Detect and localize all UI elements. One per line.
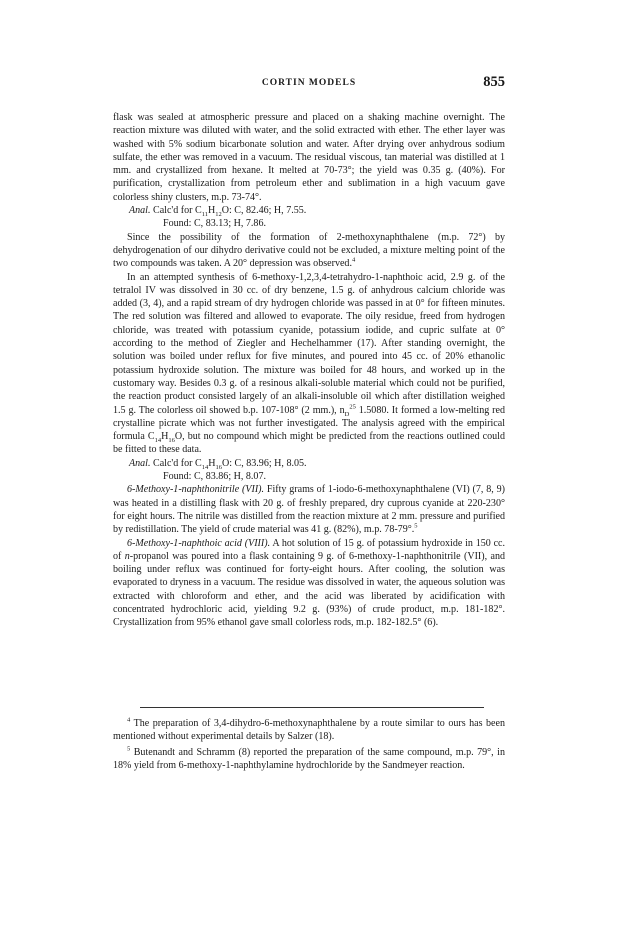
footnote-number: 4 bbox=[127, 716, 131, 724]
analysis-found: Found: C, 83.13; H, 7.86. bbox=[163, 218, 266, 230]
paragraph-text: A hot solution of 15 g. of potassium hydroxide in 150 cc. of bbox=[113, 537, 505, 562]
section-title: 6-Methoxy-1-naphthonitrile (VII). bbox=[127, 484, 265, 496]
formula-subscript: 14 bbox=[154, 437, 162, 445]
footnote-text: Butenandt and Schramm (8) reported the preparation of the same compound, m.p. 79°, in 18% yield from 6-methoxy-1-naphthylamine hydrochloride by the Sandmeyer reaction. bbox=[113, 746, 505, 771]
formula-subscript: 12 bbox=[215, 211, 222, 219]
refractive-index-subscript: D bbox=[344, 410, 350, 418]
paragraph-depression bbox=[113, 231, 505, 271]
formula-text: O: C, 82.46; H, 7.55. bbox=[221, 205, 307, 217]
formula-text: Calc'd for C bbox=[153, 457, 202, 469]
analysis-label: Anal. bbox=[129, 205, 151, 217]
footnote-marker: 4 bbox=[351, 256, 356, 264]
footnote-marker: 5 bbox=[414, 522, 418, 530]
page-header bbox=[113, 74, 505, 90]
paragraph-text: 1.5080. It formed a low-melting red crystalline picrate which was not further investigated. The analysis agreed with the empirical formula C bbox=[113, 404, 505, 443]
page-number: 855 bbox=[483, 74, 505, 90]
formula-subscript: 14 bbox=[201, 463, 209, 471]
analysis-calculated bbox=[113, 204, 505, 217]
footnote-divider bbox=[140, 707, 484, 708]
formula-text: O: C, 83.96; H, 8.05. bbox=[221, 457, 307, 469]
formula-text: H bbox=[208, 457, 216, 469]
paragraph-attempted-synthesis bbox=[113, 271, 505, 457]
refractive-index-superscript: 25 bbox=[349, 403, 356, 411]
paragraph-text: Fifty grams of 1-iodo-6-methoxynaphthalene (VI) (7, 8, 9) was heated in a distilling flask with 20 g. of freshly prepared, dry cuprous cyanide at 220-230° for eight hours. The nitrile was distilled from the reaction mixture at 2 mm. pressure and purified by redistillation. The yield of crude material was 41 g. (82%), m.p. 78-79°. bbox=[113, 484, 506, 536]
paragraph-text: In an attempted synthesis of 6-methoxy-1,2,3,4-tetrahydro-1-naphthoic acid, 2.9 g. of the tetralol IV was dissolved in 30 cc. of dry benzene, 1.5 g. of anhydrous calcium chloride was added (3, 4), and a rapid stream of dry hydrogen chloride was passed in at 0° for fifteen minutes. The red solution was filtered and allowed to evaporate. The oily residue, freed from hydrogen chloride, was treated with potassium cyanide, potassium iodide, and cupric sulfate at 0° according to the method of Ziegler and Hechelhammer (17). After standing overnight, the solution was boiled under reflux for five minutes, and poured into 45 cc. of 20% ethanolic potassium hydroxide solution. The mixture was boiled for 48 hours, and worked up in the customary way. Besides 0.3 g. of a resinous alkali-soluble material which could not be purified, the reaction product consisted largely of an alkali-insoluble oil which after distillation weighed 1.5 g. The colorless oil showed b.p. 107-108° (2 mm.), n bbox=[113, 271, 505, 416]
footnote bbox=[113, 717, 505, 744]
paragraph-naphthoic-acid bbox=[113, 537, 505, 630]
section-title: 6-Methoxy-1-naphthoic acid (VIII). bbox=[127, 537, 271, 549]
footnote-text: The preparation of 3,4-dihydro-6-methoxynaphthalene by a route similar to ours has been mentioned without experimental details by Salzer (18). bbox=[113, 718, 505, 743]
running-head: CORTIN MODELS bbox=[261, 78, 357, 88]
analysis-found: Found: C, 83.86; H, 8.07. bbox=[163, 471, 266, 483]
footnote bbox=[113, 746, 505, 773]
paragraph-nitrile bbox=[113, 483, 505, 536]
formula-text: H bbox=[161, 431, 169, 443]
formula-subscript: 11 bbox=[201, 211, 208, 219]
footnotes bbox=[113, 717, 505, 774]
analysis-calculated bbox=[113, 457, 505, 470]
italic-prefix: n bbox=[124, 550, 130, 562]
footnote-number: 5 bbox=[127, 745, 131, 753]
paragraph-text: Since the possibility of the formation of 2-methoxynaphthalene (m.p. 72°) by dehydrogenation of our dihydro derivative could not be excluded, a mixture melting point of the two compounds was taken. A 20° depression was observed. bbox=[113, 231, 505, 270]
paragraph-text: -propanol was poured into a flask containing 9 g. of 6-methoxy-1-naphthonitrile (VII), and boiling under reflux was continued for forty-eight hours. After cooling, the solution was evaporated to dryness in a vacuum. The residue was dissolved in water, the aqueous solution was extracted with chloroform and ether, and the acid was liberated by acidification with concentrated hydrochloric acid, yielding 9.2 g. (93%) of crude product, m.p. 181-182°. Crystallization from 95% ethanol gave small colorless rods, m.p. 182-182.5° (6). bbox=[113, 550, 505, 629]
formula-text: Calc'd for C bbox=[153, 205, 202, 217]
paragraph-text: O, but no compound which might be predicted from the reactions outlined could be fitted to these data. bbox=[113, 431, 505, 456]
article-body bbox=[113, 111, 505, 630]
paragraph-continued: flask was sealed at atmospheric pressure and placed on a shaking machine overnight. The reaction mixture was diluted with water, and the solid extracted with ether. The ether layer was washed with 5% sodium bicarbonate solution and water. After drying over anhydrous sodium sulfate, the ether was removed in a vacuum. The residual viscous, tan material was distilled at 1 mm. and crystallized from hexane. It melted at 70-73°; the yield was 0.35 g. (40%). For purification, crystallization from petroleum ether and sublimation in a high vacuum gave colorless shiny clusters, m.p. 73-74°. bbox=[113, 112, 505, 203]
formula-subscript: 16 bbox=[215, 463, 222, 471]
analysis-label: Anal. bbox=[129, 457, 151, 469]
formula-subscript: 16 bbox=[168, 437, 175, 445]
formula-text: H bbox=[207, 205, 216, 217]
